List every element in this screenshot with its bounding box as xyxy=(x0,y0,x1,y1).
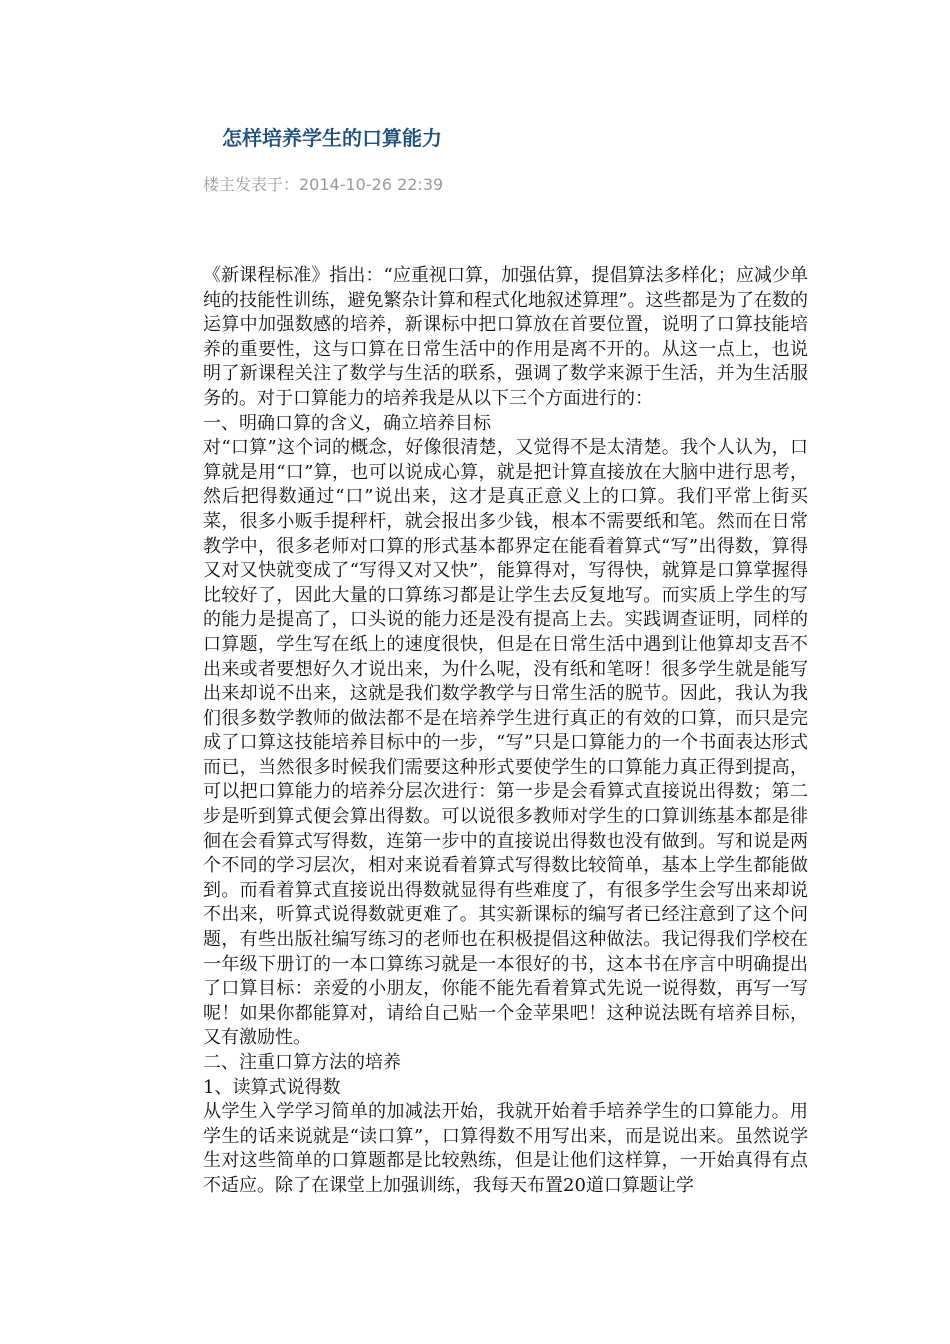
paragraph: 《新课程标准》指出：“应重视口算，加强估算，提倡算法多样化；应减少单纯的技能性训练，避免繁杂计算和程式化地叙述算理”。这些都是为了在数的运算中加强数感的培养，新课标中把口算放在首要位置，说明了口算技能培养的重要性，这与口算在日常生活中的作用是离不开的。从这一点上，也说明了新课程关注了数学与生活的联系，强调了数学来源于生活，并为生活服务的。对于口算能力的培养我是从以下三个方面进行的： xyxy=(203,265,808,409)
section-heading: 一、明确口算的含义，确立培养目标 xyxy=(203,412,491,434)
section-heading: 二、注重口算方法的培养 xyxy=(203,1052,401,1073)
article-title: 怎样培养学生的口算能力 xyxy=(222,126,442,150)
subsection-heading: 1、读算式说得数 xyxy=(203,1076,341,1098)
paragraph: 对“口算”这个词的概念，好像很清楚，又觉得不是太清楚。我个人认为，口算就是用“口”算，也可以说成心算，就是把计算直接放在大脑中进行思考，然后把得数通过“口”说出来，这才是真正意义上的口算。我们平常上街买菜，很多小贩手提秤杆，就会报出多少钱，根本不需要纸和笔。然而在日常教学中，很多老师对口算的形式基本都界定在能看着算式“写”出得数，算得又对又快就变成了“写得又对又快”，能算得对，写得快，就算是口算掌握得比较好了，因此大量的口算练习都是让学生去反复地写。而实质上学生的写的能力是提高了，口头说的能力还是没有提高上去。实践调查证明，同样的口算题，学生写在纸上的速度很快，但是在日常生活中遇到让他算却支吾不出来或者要想好久才说出来，为什么呢，没有纸和笔呀！很多学生就是能写出来却说不出来，这就是我们数学教学与日常生活的脱节。因此，我认为我们很多数学教师的做法都不是在培养学生进行真正的有效的口算，而只是完成了口算这技能培养目标中的一步，“写”只是口算能力的一个书面表达形式而已，当然很多时候我们需要这种形式要使学生的口算能力真正得到提高，可以把口算能力的培养分层次进行：第一步是会看算式直接说出得数；第二步是听到算式便会算出得数。可以说很多教师对学生的口算训练基本都是徘徊在会看算式写得数，连第一步中的直接说出得数也没有做到。写和说是两个不同的学习层次，相对来说看着算式写得数比较简单，基本上学生都能做到。而看着算式直接说出得数就显得有些难度了，有很多学生会写出来却说不出来，听算式说得数就更难了。其实新课标的编写者已经注意到了这个问题，有些出版社编写练习的老师也在积极提倡这种做法。我记得我们学校在一年级下册订的一本口算练习就是一本很好的书，这本书在序言中明确提出了口算目标：亲爱的小朋友，你能不能先看着算式先说一说得数，再写一写呢！如果你都能算对，请给自己贴一个金苹果吧！这种说法既有培养目标，又有激励性。 xyxy=(203,437,808,1049)
paragraph: 从学生入学学习简单的加减法开始，我就开始着手培养学生的口算能力。用学生的话来说就是“读口算”，口算得数不用写出来，而是说出来。虽然说学生对这些简单的口算题都是比较熟练，但是让他们这样算，一开始真得有点不适应。除了在课堂上加强训练，我每天布置20道口算题让学 xyxy=(203,1101,808,1196)
article-body xyxy=(203,264,808,1199)
post-meta: 楼主发表于：2014-10-26 22:39 xyxy=(203,175,444,194)
